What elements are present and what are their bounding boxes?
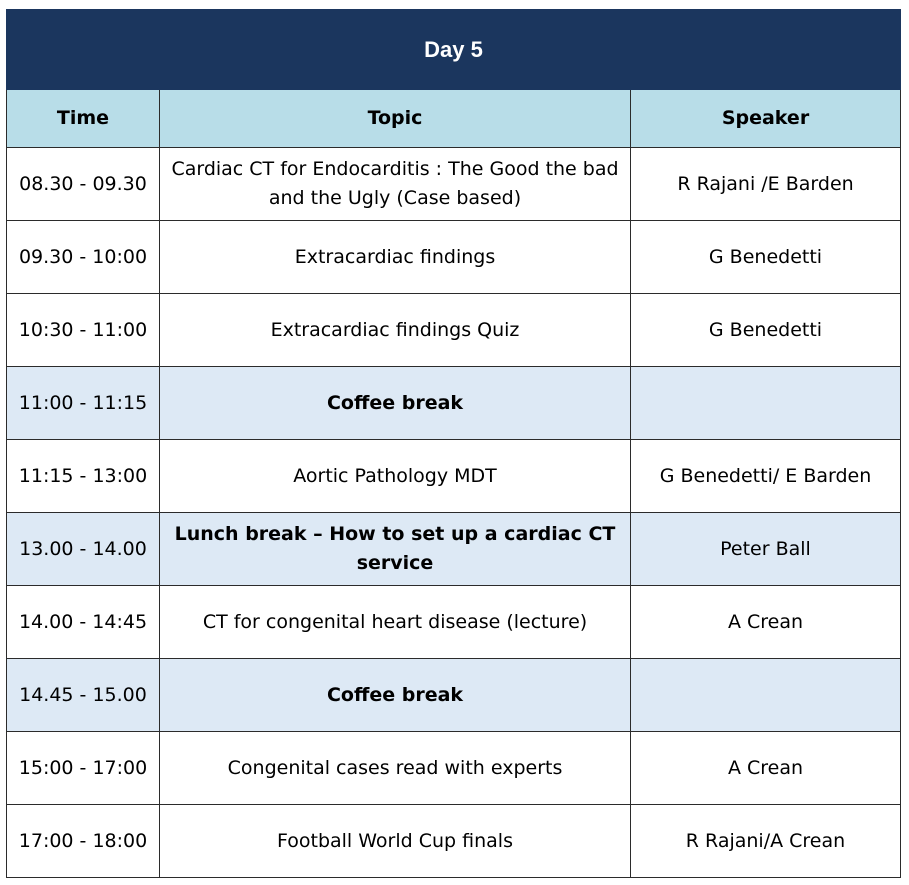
time-cell: 08.30 - 09.30 — [7, 148, 160, 221]
schedule-table — [6, 9, 901, 878]
time-cell: 11:00 - 11:15 — [7, 367, 160, 440]
speaker-cell: Peter Ball — [631, 513, 901, 586]
table-row — [7, 805, 901, 878]
break-row — [7, 513, 901, 586]
topic-cell: Extracardiac findings — [160, 221, 631, 294]
topic-cell: Aortic Pathology MDT — [160, 440, 631, 513]
speaker-cell: G Benedetti — [631, 294, 901, 367]
topic-cell: CT for congenital heart disease (lecture) — [160, 586, 631, 659]
topic-cell: Lunch break – How to set up a cardiac CT service — [160, 513, 631, 586]
time-cell: 15:00 - 17:00 — [7, 732, 160, 805]
speaker-cell — [631, 659, 901, 732]
header-topic: Topic — [160, 90, 631, 148]
break-row — [7, 367, 901, 440]
speaker-cell: A Crean — [631, 732, 901, 805]
topic-cell: Football World Cup finals — [160, 805, 631, 878]
table-row — [7, 221, 901, 294]
table-row — [7, 294, 901, 367]
topic-cell: Congenital cases read with experts — [160, 732, 631, 805]
table-row — [7, 732, 901, 805]
time-cell: 17:00 - 18:00 — [7, 805, 160, 878]
table-row — [7, 586, 901, 659]
table-row — [7, 148, 901, 221]
topic-cell: Coffee break — [160, 367, 631, 440]
time-cell: 09.30 - 10:00 — [7, 221, 160, 294]
speaker-cell — [631, 367, 901, 440]
time-cell: 14.45 - 15.00 — [7, 659, 160, 732]
table-title: Day 5 — [7, 10, 901, 90]
header-speaker: Speaker — [631, 90, 901, 148]
title-row — [7, 10, 901, 90]
time-cell: 13.00 - 14.00 — [7, 513, 160, 586]
speaker-cell: G Benedetti/ E Barden — [631, 440, 901, 513]
time-cell: 10:30 - 11:00 — [7, 294, 160, 367]
speaker-cell: R Rajani /E Barden — [631, 148, 901, 221]
time-cell: 11:15 - 13:00 — [7, 440, 160, 513]
header-row — [7, 90, 901, 148]
break-row — [7, 659, 901, 732]
header-time: Time — [7, 90, 160, 148]
speaker-cell: A Crean — [631, 586, 901, 659]
topic-cell: Cardiac CT for Endocarditis : The Good the bad and the Ugly (Case based) — [160, 148, 631, 221]
time-cell: 14.00 - 14:45 — [7, 586, 160, 659]
topic-cell: Extracardiac findings Quiz — [160, 294, 631, 367]
table-row — [7, 440, 901, 513]
speaker-cell: G Benedetti — [631, 221, 901, 294]
speaker-cell: R Rajani/A Crean — [631, 805, 901, 878]
topic-cell: Coffee break — [160, 659, 631, 732]
